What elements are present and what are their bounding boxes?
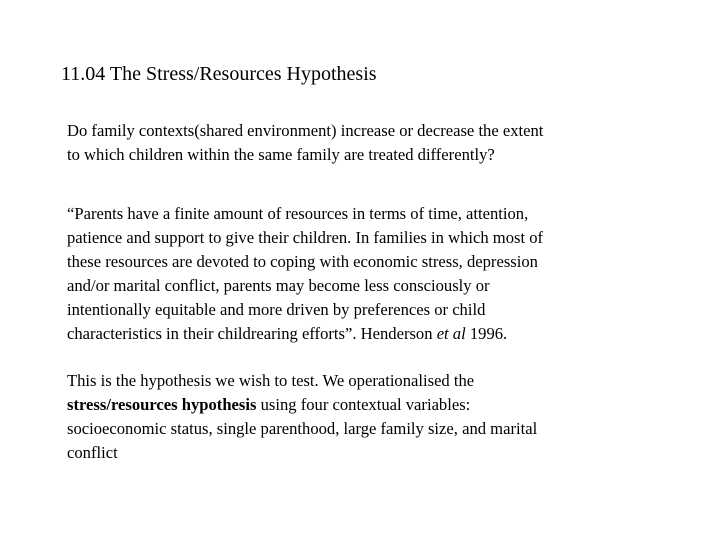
quote-line-1: “Parents have a finite amount of resources in terms of time, attention, <box>67 204 529 223</box>
quote-citation-year: 1996. <box>465 324 508 343</box>
quote-line-2: patience and support to give their children. In families in which most of <box>67 228 544 247</box>
slide-title: 11.04 The Stress/Resources Hypothesis <box>61 63 377 85</box>
hypothesis-line-4: conflict <box>67 443 118 462</box>
hypothesis-line-1: This is the hypothesis we wish to test. We operationalised the <box>67 371 475 390</box>
hypothesis-bold-term: stress/resources hypothesis <box>67 395 257 414</box>
quote-citation-et-al: et al <box>436 324 466 343</box>
research-question-paragraph <box>67 119 687 167</box>
quote-line-6 <box>67 322 687 346</box>
hypothesis-line-2-rest: using four contextual variables: <box>256 395 471 414</box>
quote-line-5: intentionally equitable and more driven by preferences or child <box>67 300 486 319</box>
quote-line-4: and/or marital conflict, parents may become less consciously or <box>67 276 490 295</box>
hypothesis-line-2 <box>67 393 687 417</box>
question-line-2: to which children within the same family are treated differently? <box>67 145 495 164</box>
hypothesis-line-3: socioeconomic status, single parenthood, large family size, and marital <box>67 419 538 438</box>
quote-line-3: these resources are devoted to coping with economic stress, depression <box>67 252 538 271</box>
quote-paragraph <box>67 202 687 346</box>
quote-citation-text: characteristics in their childrearing efforts”. Henderson <box>67 324 437 343</box>
hypothesis-paragraph <box>67 369 687 465</box>
question-line-1: Do family contexts(shared environment) increase or decrease the extent <box>67 121 544 140</box>
